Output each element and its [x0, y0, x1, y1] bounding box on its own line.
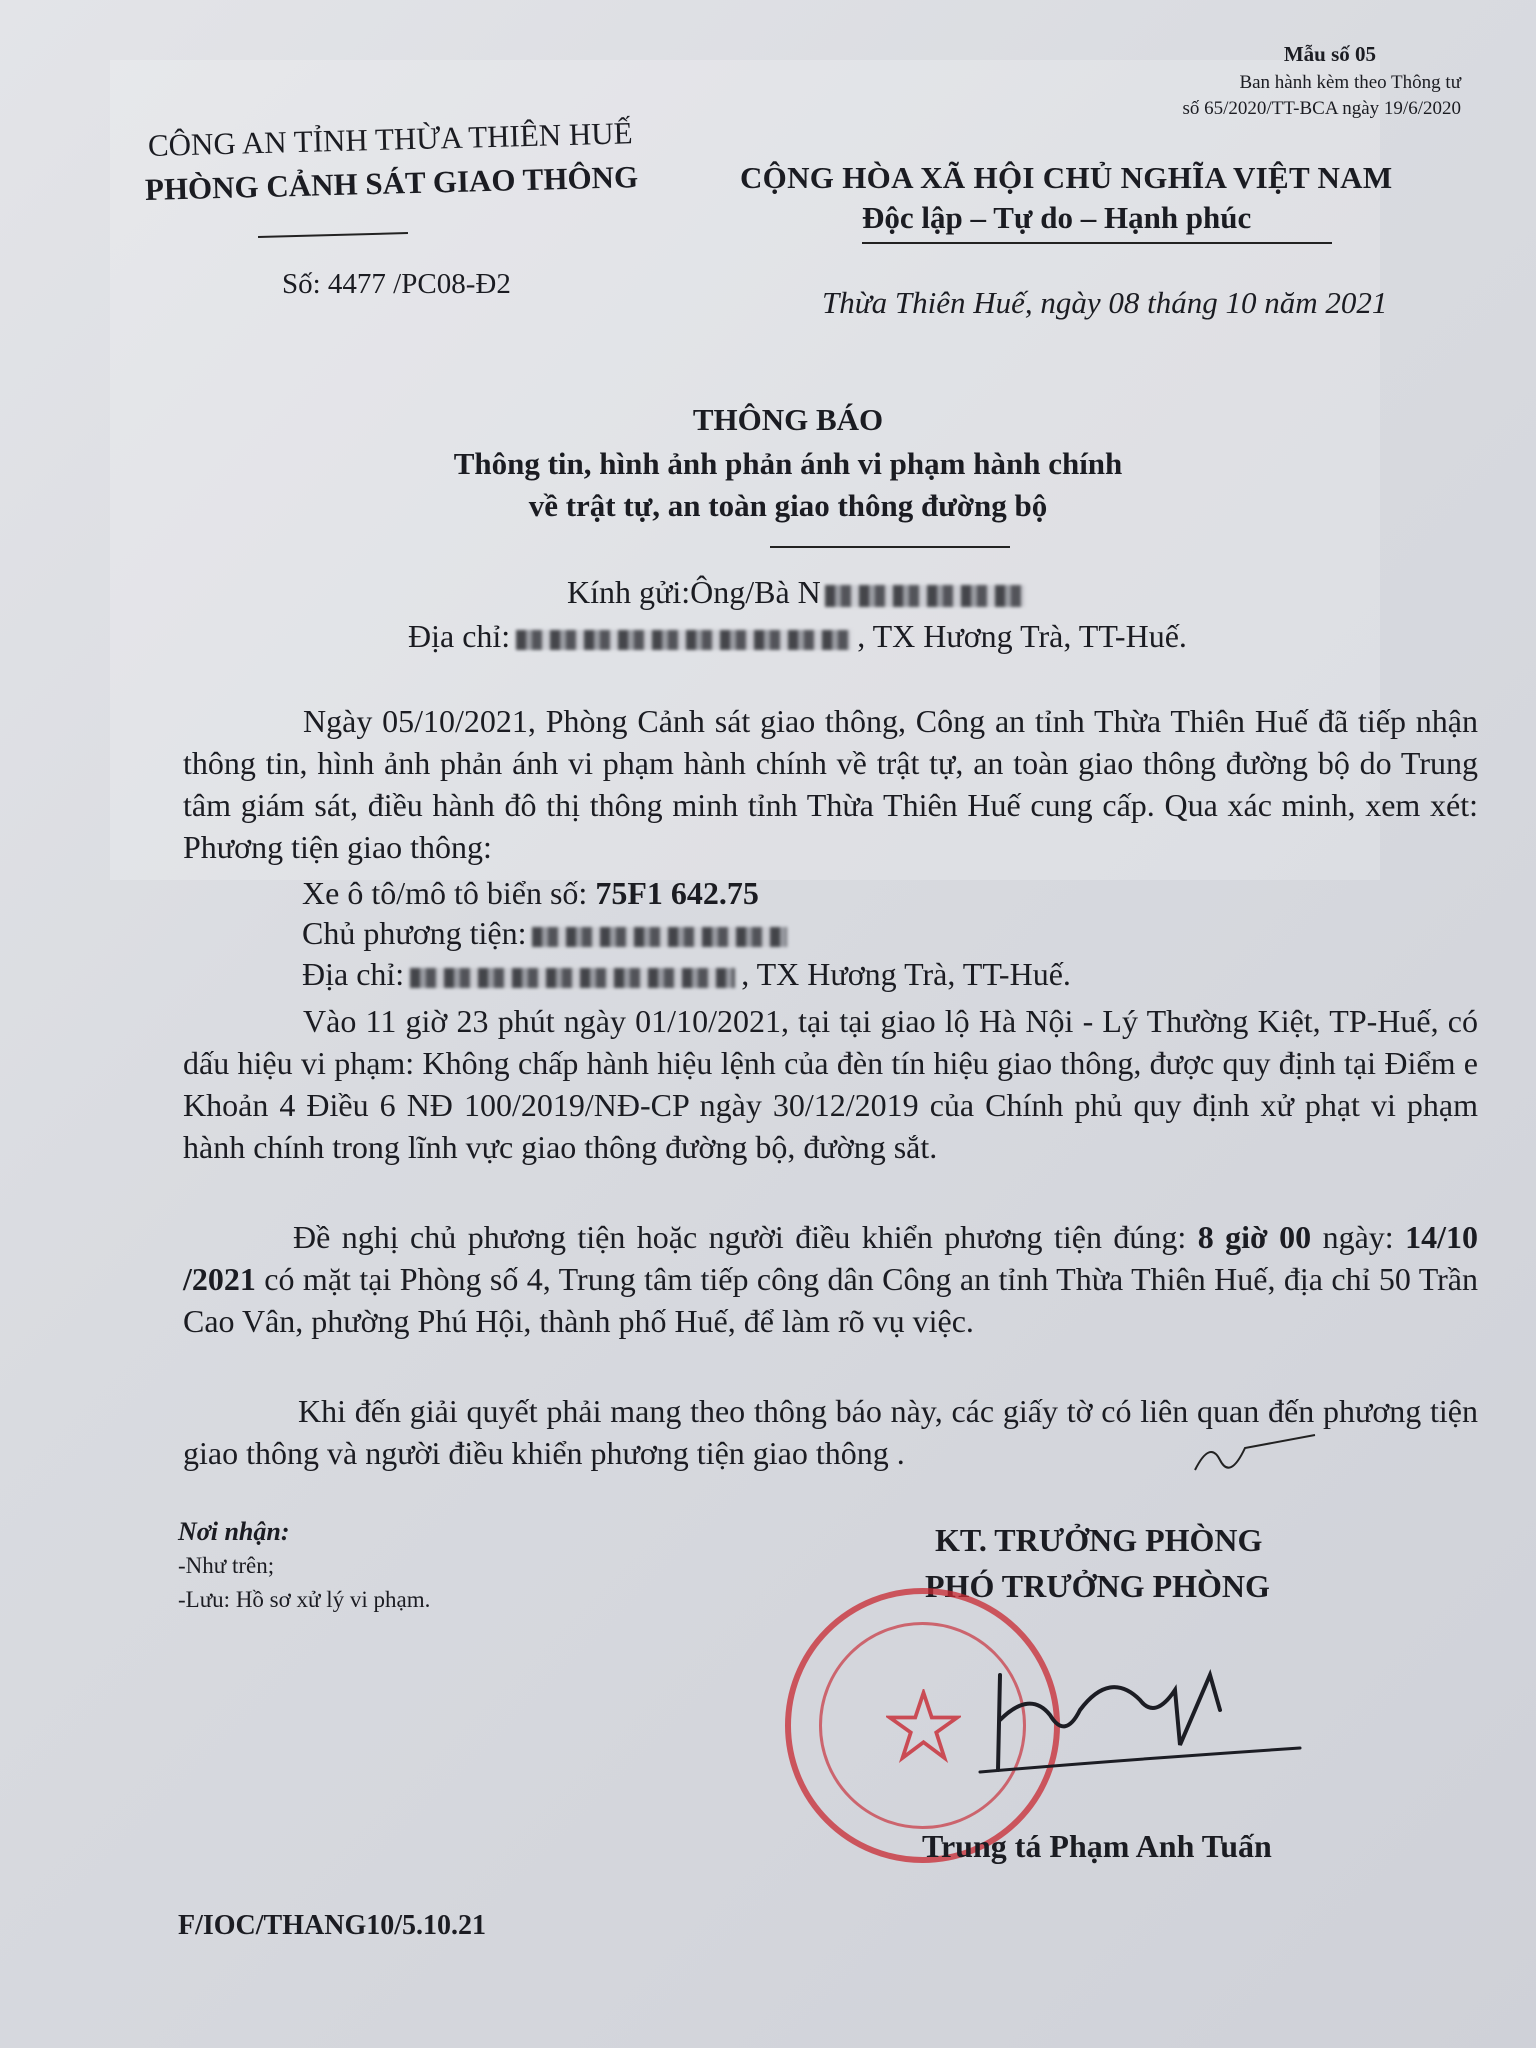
handwritten-signature — [940, 1650, 1320, 1790]
place-and-date: Thừa Thiên Huế, ngày 08 tháng 10 năm 2021 — [822, 285, 1388, 320]
motto-underline — [862, 242, 1332, 244]
paragraph-violation: Vào 11 giờ 23 phút ngày 01/10/2021, tại tại giao lộ Hà Nội - Lý Thường Kiệt, TP-Huế, có dấu hiệu vi phạm: Không chấp hành hiệu lệnh của đèn tín hiệu giao thông, được quy định tại Điểm e Khoản 4 Điều 6 NĐ 100/2019/NĐ-CP ngày 30/12/2019 của Chính phủ quy định xử phạt vi phạm hành chính trong lĩnh vực giao thông đường bộ, đường sắt. — [183, 1003, 1478, 1165]
recipient-address-line — [408, 618, 1187, 655]
national-title: CỘNG HÒA XÃ HỘI CHỦ NGHĨA VIỆT NAM — [740, 160, 1393, 195]
request-time: 8 giờ 00 — [1197, 1219, 1312, 1255]
license-plate: 75F1 642.75 — [595, 875, 759, 911]
request-text-c: có mặt tại Phòng số 4, Trung tâm tiếp công dân Công an tỉnh Thừa Thiên Huế, địa chỉ 50 Trần Cao Vân, phường Phú Hội, thành phố Huế, để làm rõ vụ việc. — [183, 1261, 1478, 1339]
national-motto: Độc lập – Tự do – Hạnh phúc — [862, 200, 1252, 235]
request-text-b: ngày: — [1311, 1219, 1406, 1255]
owner-address-label: Địa chỉ: — [302, 956, 405, 992]
agency-parent: CÔNG AN TỈNH THỪA THIÊN HUẾ — [147, 115, 634, 163]
redacted-name — [825, 585, 1025, 607]
recipient-item-1: -Như trên; — [178, 1553, 275, 1578]
document-subtitle-2: về trật tự, an toàn giao thông đường bộ — [528, 488, 1048, 523]
reference-code: F/IOC/THANG10/5.10.21 — [178, 1910, 487, 1941]
redacted-address — [516, 630, 851, 650]
signature-role-2: PHÓ TRƯỞNG PHÒNG — [925, 1568, 1270, 1604]
recipient-address-label: Địa chỉ: — [408, 618, 511, 654]
signature-role-1: KT. TRƯỞNG PHÒNG — [935, 1522, 1263, 1558]
paragraph-request — [183, 1216, 1478, 1342]
form-note-line-2: số 65/2020/TT-BCA ngày 19/6/2020 — [1182, 98, 1461, 119]
vehicle-line — [302, 875, 759, 912]
owner-label: Chủ phương tiện: — [302, 915, 527, 951]
recipient-address-tail: , TX Hương Trà, TT-Huế. — [857, 618, 1187, 654]
agency-name: PHÒNG CẢNH SÁT GIAO THÔNG — [144, 159, 639, 207]
form-legal-note — [1041, 70, 1461, 122]
form-note-line-1: Ban hành kèm theo Thông tư — [1239, 72, 1461, 93]
recipient-greeting: Kính gửi:Ông/Bà N — [567, 574, 821, 610]
document-subtitle-1: Thông tin, hình ảnh phản ánh vi phạm hành chính — [453, 446, 1123, 481]
document-number: Số: 4477 /PC08-Đ2 — [282, 268, 511, 300]
recipient-item-2: -Lưu: Hồ sơ xử lý vi phạm. — [178, 1587, 431, 1612]
paragraph-intro: Ngày 05/10/2021, Phòng Cảnh sát giao thông, Công an tỉnh Thừa Thiên Huế đã tiếp nhận thông tin, hình ảnh phản ánh vi phạm hành chính về trật tự, an toàn giao thông đường bộ do Trung tâm giám sát, điều hành đô thị thông minh tỉnh Thừa Thiên Huế cung cấp. Qua xác minh, xem xét: Phương tiện giao thông: — [183, 703, 1478, 865]
recipient-line — [567, 574, 1025, 611]
owner-address-tail: , TX Hương Trà, TT-Huế. — [741, 956, 1071, 992]
redacted-owner — [532, 927, 787, 947]
form-number: Mẫu số 05 — [1283, 42, 1376, 66]
vehicle-label: Xe ô tô/mô tô biển số: — [302, 875, 596, 911]
initials-mark — [1190, 1430, 1320, 1480]
request-text-a: Đề nghị chủ phương tiện hoặc người điều khiển phương tiện đúng: — [293, 1219, 1198, 1255]
signer-name: Trung tá Phạm Anh Tuấn — [922, 1828, 1272, 1864]
redacted-owner-address — [410, 968, 735, 988]
recipients-title: Nơi nhận: — [178, 1517, 290, 1546]
owner-address-line — [302, 956, 1071, 993]
request-date: 14/10 /2021 — [183, 1219, 1479, 1297]
document-title: THÔNG BÁO — [692, 402, 884, 437]
paragraph-instruction: Khi đến giải quyết phải mang theo thông báo này, các giấy tờ có liên quan đến phương tiện giao thông và người điều khiển phương tiện giao thông . — [183, 1393, 1478, 1471]
title-underline — [770, 546, 1010, 548]
owner-line — [302, 915, 787, 952]
